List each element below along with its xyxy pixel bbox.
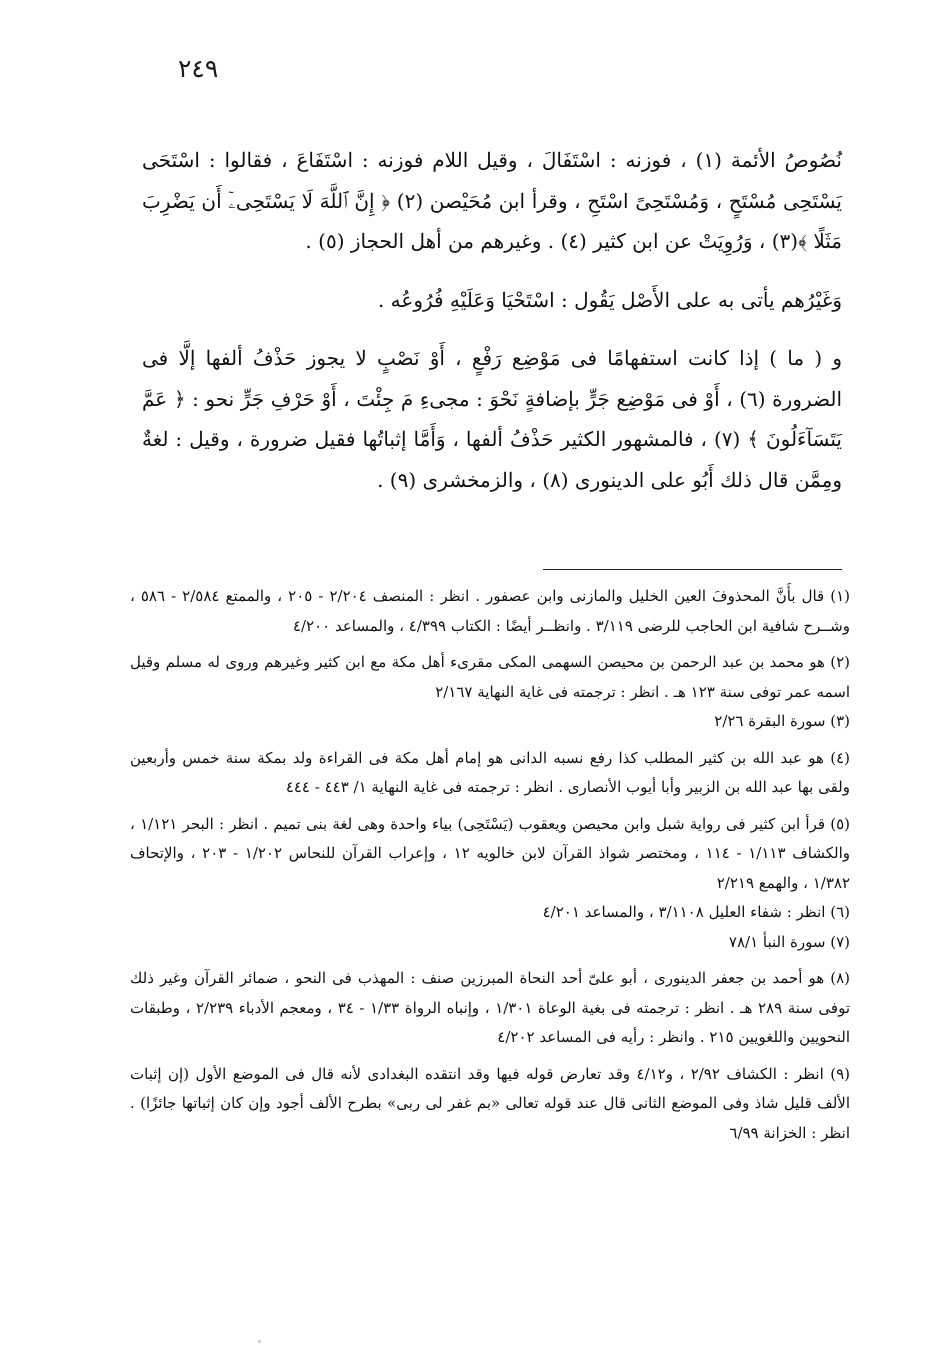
footnote: (٥) قرأ ابن كثير فى رواية شبل وابن محيصن ويعقوب (يَسْتَحِى) بياء واحدة وهى لغة بنى تميم . انظر : البحر ١/١٢١ ، والكشاف ١/١١٣ - ١١٤ ، ومختصر شواذ القرآن لابن خالويه ١٢ ، وإعراب القرآن للنحاس ١/٢٠٢ - ٢٠٣ ، والإتحاف ١/٣٨٢ ، والهمع ٢/٢١٩ <box>130 814 851 892</box>
footnote-separator <box>543 569 842 570</box>
footnote: (٤) هو عبد الله بن كثير المطلب كذا رفع نسبه الدانى هو إمام أهل مكة فى القراءة ولد بمكة سنة خمس وأربعين ولقى بها عبد الله بن الزبير وأبا أيوب الأنصارى . انظر : ترجمته فى غاية النهاية ١/ ٤٤٣ - ٤٤٤ <box>130 748 850 796</box>
footnote: (٩) انظر : الكشاف ٢/٩٢ ، و٤/١٢ وقد تعارض قوله فيها وقد انتقده البغدادى لأنه قال فى الموضع الأول (إن إثبات الألف قليل شاذ وفى الموضع الثانى قال عند قوله تعالى «بم غفر لى ربى» بطرح الألف أجود وإن كان إثباتها جائزًا) . انظر : الخزانة ٦/٩٩ <box>130 1064 850 1142</box>
body-paragraph: و ( ما ) إذا كانت استفهامًا فى مَوْضِع رَفْعٍ ، أَوْ نَصْبٍ لا يجوز حَذْفُ ألفها إلَّا فى الضرورة (٦) ، أَوْ فى مَوْضِع جَرٍّ بإضافةٍ نَحْوَ : مجىءِ مَ جِئْتَ ، أَوْ حَرْفِ جَرٍّ نحو : ﴿ عَمَّ يَتَسَآءَلُونَ ﴾ (٧) ، فالمشهور الكثير حَذْفُ ألفها ، وَأَمَّا إثباتُها فقيل ضرورة ، وقيل : لغةٌ ومِمَّن قال ذلك أَبُو على الدينورى (٨) ، والزمخشرى (٩) . <box>142 346 842 492</box>
footnotes <box>130 582 850 1148</box>
footnote: (٣) سورة البقرة ٢/٢٦ <box>714 712 850 730</box>
scan-speck <box>258 1340 261 1343</box>
footnote: (٧) سورة النبأ ٧٨/١ <box>728 932 850 951</box>
footnote: (٢) هو محمد بن عبد الرحمن بن محيصن السهمى المكى مقرىء أهل مكة مع ابن كثير وغيرهم وروى له مسلم وقيل اسمه عمر توفى سنة ١٢٣ هـ . انظر : ترجمته فى غاية النهاية ٢/١٦٧ <box>130 653 850 701</box>
body-paragraph: وَغَيْرُهم يأتى به على الأَصْل يَقُول : اسْتَحْيَا وَعَلَيْهِ فُرُوعُه . <box>377 287 842 312</box>
main-text <box>142 140 842 500</box>
footnote: (٨) هو أحمد بن جعفر الدينورى ، أبو علىّ أحد النحاة المبرزين صنف : المهذب فى النحو ، ضمائر القرآن وغير ذلك توفى سنة ٢٨٩ هـ . انظر : ترجمته فى بغية الوعاة ١/٣٠١ ، وإنباه الرواة ١/٣٣ - ٣٤ ، ومعجم الأدباء ٢/٢٣٩ ، وطبقات النحويين واللغويين ٢١٥ . وانظر : رأيه فى المساعد ٤/٢٠٢ <box>130 969 850 1046</box>
footnote: (٦) انظر : شفاء العليل ٣/١١٠٨ ، والمساعد ٤/٢٠١ <box>542 903 850 921</box>
footnote: (١) قال بأَنَّ المحذوفَ العين الخليل والمازنى وابن عصفور . انظر : المنصف ٢/٢٠٤ - ٢٠٥ ، والممتع ٢/٥٨٤ - ٥٨٦ ، وشــرح شافية ابن الحاجب للرضى ٣/١١٩ . وانظــر أيضًا : الكتاب ٤/٣٩٩ ، والمساعد ٤/٢٠٠ <box>130 587 851 635</box>
page-number: ٢٤٩ <box>178 54 219 83</box>
body-paragraph: نُصُوصُ الأئمة (١) ، فوزنه : اسْتَفَالَ ، وقيل اللام فوزنه : اسْتَفَاعَ ، فقالوا : اسْتَحَى يَسْتَحِى مُسْتَحٍ ، وَمُسْتَحِىً اسْتَحِ ، وقرأ ابن مُحَيْصن (٢) ﴿ إِنَّ ٱللَّهَ لَا يَسْتَحِىۦٓ أَن يَضْرِبَ مَثَلًا ﴾(٣) ، وَرُوِيَتْ عن ابن كثير (٤) . وغيرهم من أهل الحجاز (٥) . <box>142 148 842 253</box>
